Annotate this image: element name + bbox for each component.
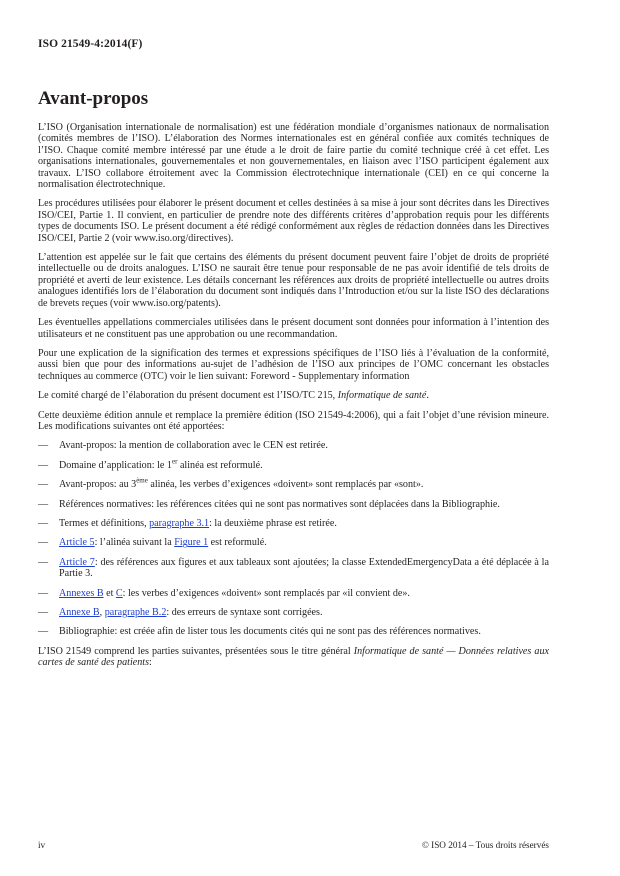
text-fragment: : des erreurs de syntaxe sont corrigées. xyxy=(166,607,323,618)
link-annex-b[interactable]: Annexe B xyxy=(59,607,100,618)
document-identifier: ISO 21549-4:2014(F) xyxy=(38,38,143,50)
list-item-text xyxy=(59,457,549,471)
link-article-5[interactable]: Article 5 xyxy=(59,537,95,549)
text-fragment: Domaine d’application: le 1 xyxy=(59,459,172,471)
parts-text: L’ISO 21549 comprend les parties suivantes, présentées sous le titre général xyxy=(38,645,354,657)
list-item-text xyxy=(59,588,549,599)
text-fragment: est reformulé. xyxy=(208,537,267,549)
link-annex-c[interactable]: C xyxy=(115,587,123,599)
list-dash: — xyxy=(38,440,49,452)
parts-end: : xyxy=(149,657,152,669)
list-item-text xyxy=(59,537,549,548)
list-dash: — xyxy=(38,498,49,510)
committee-title: Informatique de santé xyxy=(337,390,427,402)
list-item-text: Bibliographie: est créée afin de lister tous les documents cités qui ne sont pas des références normatives. xyxy=(59,626,481,638)
link-paragraph-3-1[interactable]: paragraphe 3.1 xyxy=(149,517,210,529)
list-dash: — xyxy=(38,517,49,529)
text-fragment: Avant-propos: au 3 xyxy=(59,479,137,491)
list-item-text xyxy=(59,476,549,491)
text-fragment: et xyxy=(103,587,116,599)
page-title: Avant-propos xyxy=(38,88,149,109)
list-item-text: Références normatives: les références citées qui ne sont pas normatives sont déplacées dans la Bibliographie. xyxy=(59,498,500,510)
committee-text: Le comité chargé de l’élaboration du présent document est l’ISO/TC 215, xyxy=(38,390,338,402)
text-fragment: Termes et définitions, xyxy=(59,517,150,529)
list-item-text: Avant-propos: la mention de collaboration avec le CEN est retirée. xyxy=(59,440,328,452)
paragraph-edition: Cette deuxième édition annule et remplace la première édition (ISO 21549-4:2006), qui a fait l’objet d’une révision mineure. Les modifications suivantes ont été apportées: xyxy=(38,409,549,432)
text-fragment: : les verbes d’exigences «doivent» sont remplacés par «il convient de». xyxy=(122,587,410,599)
foreword-body xyxy=(38,122,549,677)
copyright-notice: © ISO 2014 – Tous droits réservés xyxy=(421,840,549,850)
list-item xyxy=(38,537,549,548)
paragraph-committee xyxy=(38,390,549,401)
committee-end: . xyxy=(426,390,429,402)
link-annexes-b[interactable]: Annexes B xyxy=(59,587,104,599)
text-fragment: , xyxy=(99,607,105,618)
list-item xyxy=(38,457,549,471)
text-fragment: alinéa est reformulé. xyxy=(177,459,263,471)
paragraph-iso-intro: L’ISO (Organisation internationale de normalisation) est une fédération mondiale d’organismes nationaux de normalisation (comités membres de l’ISO). L’élaboration des Normes internationales est en général confiée aux comités techniques de l’ISO. Chaque comité membre intéressé par une étude a le droit de faire partie du comité technique créé à cet effet. Les organisations internationales, gouvernementales et non gouvernementales, en liaison avec l’ISO participent également aux travaux. L’ISO collabore étroitement avec la Commission électrotechnique internationale (CEI) en ce qui concerne la normalisation électrotechnique. xyxy=(38,122,549,191)
list-item xyxy=(38,476,549,491)
list-dash: — xyxy=(38,479,49,491)
list-item xyxy=(38,607,549,618)
list-item xyxy=(38,557,549,580)
link-paragraph-b-2[interactable]: paragraphe B.2 xyxy=(104,607,167,618)
link-figure-1[interactable]: Figure 1 xyxy=(174,537,209,549)
list-dash: — xyxy=(38,607,49,618)
paragraph-conformity: Pour une explication de la signification des termes et expressions spécifiques de l’ISO liés à l’évaluation de la conformité, aussi bien que pour des informations au-sujet de l’adhésion de l’ISO aux principes de l’OMC concernant les obstacles techniques au commerce (OTC) voir le lien suivant: Foreword - Supplementary information xyxy=(38,347,549,382)
page-number: iv xyxy=(38,840,46,850)
list-item xyxy=(38,588,549,599)
text-fragment: : la deuxième phrase est retirée. xyxy=(209,517,337,529)
paragraph-parts xyxy=(38,646,549,669)
parts-title: Informatique de santé — Données relatives aux cartes de santé des patients xyxy=(38,645,549,669)
paragraph-trade-names: Les éventuelles appellations commerciales utilisées dans le présent document sont données pour information à l’intention des utilisateurs et ne constituent pas une approbation ou une recommandation. xyxy=(38,317,549,340)
list-item xyxy=(38,499,549,510)
list-dash: — xyxy=(38,626,49,638)
text-fragment: alinéa, les verbes d’exigences «doivent» sont remplacés par «sont». xyxy=(147,479,424,491)
list-item-text xyxy=(59,518,549,529)
list-item xyxy=(38,626,549,637)
list-item xyxy=(38,440,549,451)
superscript: ème xyxy=(136,476,148,485)
list-dash: — xyxy=(38,459,49,471)
list-dash: — xyxy=(38,537,49,549)
paragraph-patents: L’attention est appelée sur le fait que certains des éléments du présent document peuvent faire l’objet de droits de propriété intellectuelle ou de droits analogues. L’ISO ne saurait être tenue pour responsable de ne pas avoir identifié de tels droits de propriété et averti de leur existence. Les détails concernant les références aux droits de propriété intellectuelle ou autres droits analogues identifiés lors de l’élaboration du document sont indiqués dans l’Introduction et/ou sur la liste ISO des déclarations de brevets reçues (voir www.iso.org/patents). xyxy=(38,252,549,309)
link-article-7[interactable]: Article 7 xyxy=(59,556,95,568)
list-item xyxy=(38,518,549,529)
text-fragment: : des références aux figures et aux tableaux sont ajoutées; la classe ExtendedEmergencyData a été déplacée à la Partie 3. xyxy=(59,556,549,580)
list-item-text xyxy=(59,557,549,580)
list-item-text xyxy=(59,607,549,618)
text-fragment: : l’alinéa suivant la xyxy=(94,537,175,549)
superscript: er xyxy=(171,457,178,466)
list-dash: — xyxy=(38,587,49,599)
paragraph-procedures: Les procédures utilisées pour élaborer le présent document et celles destinées à sa mise à jour sont décrites dans les Directives ISO/CEI, Partie 1. Il convient, en particulier de prendre note des différents critères d’approbation requis pour les différents types de documents ISO. Le présent document a été rédigé conformément aux règles de rédaction données dans les Directives ISO/CEI, Partie 2 (voir www.iso.org/directives). xyxy=(38,198,549,244)
list-dash: — xyxy=(38,556,49,568)
